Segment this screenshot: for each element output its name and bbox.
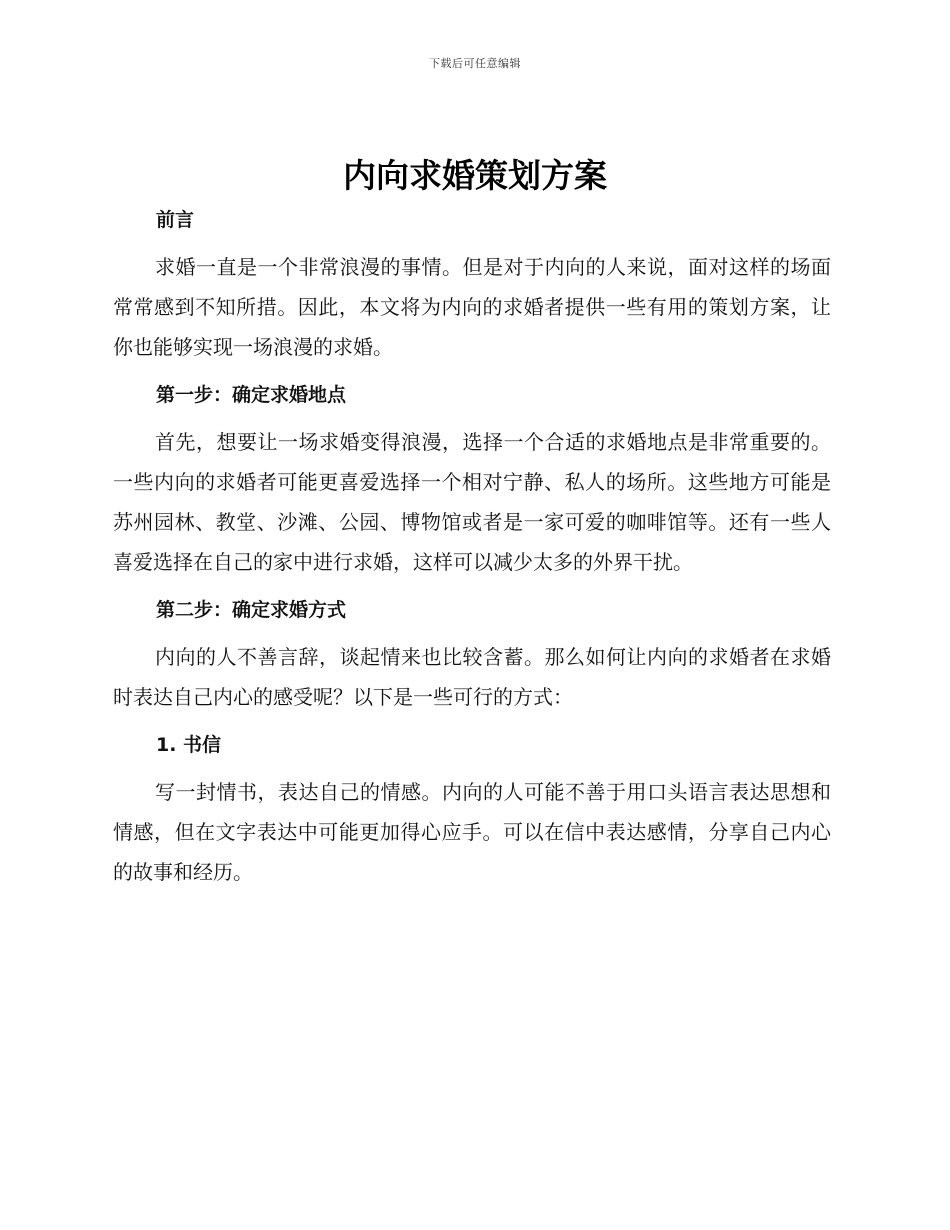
document-title: 内向求婚策划方案	[343, 156, 607, 195]
section-paragraph-preface: 求婚一直是一个非常浪漫的事情。但是对于内向的人来说，面对这样的场面常常感到不知所措。因此，本文将为内向的求婚者提供一些有用的策划方案，让你也能够实现一场浪漫的求婚。	[113, 255, 831, 359]
section-heading-step2: 第二步：确定求婚方式	[156, 599, 347, 621]
section-paragraph-step2: 内向的人不善言辞，谈起情来也比较含蓄。那么如何让内向的求婚者在求婚时表达自己内心的感受呢？以下是一些可行的方式：	[113, 645, 831, 709]
section-heading-step1: 第一步：确定求婚地点	[156, 384, 347, 406]
section-heading-preface: 前言	[156, 209, 195, 231]
document-body	[113, 200, 831, 900]
section-paragraph-step1: 首先，想要让一场求婚变得浪漫，选择一个合适的求婚地点是非常重要的。一些内向的求婚者可能更喜爱选择一个相对宁静、私人的场所。这些地方可能是苏州园林、教堂、沙滩、公园、博物馆或者是一家可爱的咖啡馆等。还有一些人喜爱选择在自己的家中进行求婚，这样可以减少太多的外界干扰。	[113, 430, 831, 574]
header-note: 下载后可任意编辑	[429, 57, 521, 70]
section-heading-method1: 1. 书信	[156, 734, 222, 756]
section-paragraph-method1: 写一封情书，表达自己的情感。内向的人可能不善于用口头语言表达思想和情感，但在文字表达中可能更加得心应手。可以在信中表达感情，分享自己内心的故事和经历。	[113, 780, 831, 884]
